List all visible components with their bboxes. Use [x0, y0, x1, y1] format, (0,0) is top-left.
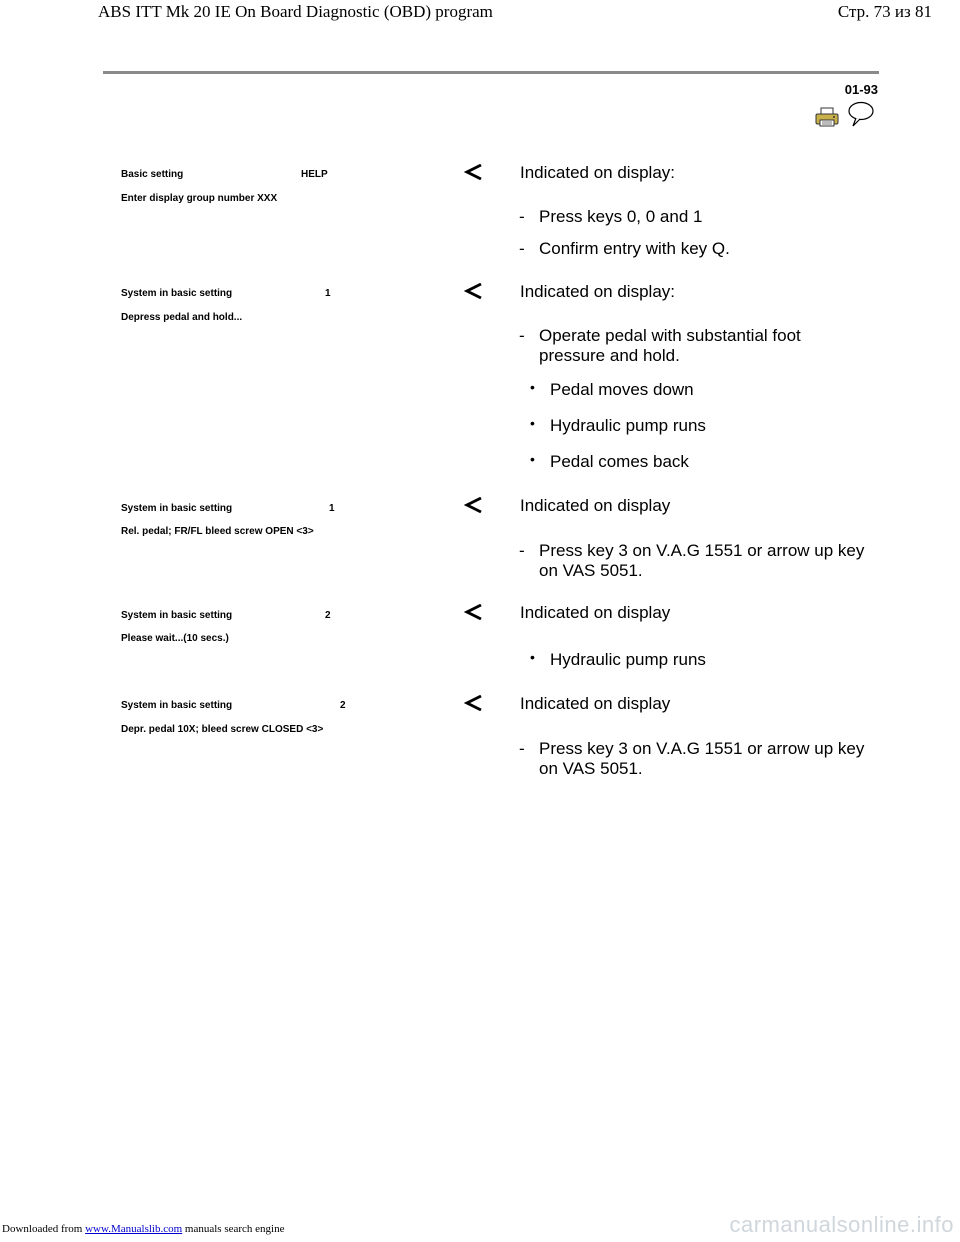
- display-line1-left: Basic setting: [121, 169, 184, 180]
- display-line2: Rel. pedal; FR/FL bleed screw OPEN <3>: [121, 526, 314, 537]
- bullet-item: • Hydraulic pump runs: [530, 649, 706, 669]
- display-line2: Please wait...(10 secs.): [121, 633, 229, 644]
- display-line1-right: HELP: [301, 169, 328, 180]
- bullet-item: • Pedal comes back: [530, 451, 689, 471]
- page-counter: Стр. 73 из 81: [837, 2, 932, 21]
- indicated-label: Indicated on display:: [520, 163, 675, 182]
- display-line2: Enter display group number XXX: [121, 193, 278, 204]
- printer-icon[interactable]: [815, 107, 839, 127]
- indicated-label: Indicated on display: [520, 694, 671, 713]
- display-line2: Depr. pedal 10X; bleed screw CLOSED <3>: [121, 724, 324, 735]
- display-line2: Depress pedal and hold...: [121, 312, 243, 323]
- document-title: ABS ITT Mk 20 IE On Board Diagnostic (OBD) program: [98, 2, 493, 21]
- page-number: 01-93: [844, 82, 878, 97]
- bullet-item: • Pedal moves down: [530, 379, 694, 399]
- display-line1-right: 2: [340, 700, 346, 711]
- header-divider: [103, 71, 879, 74]
- watermark: carmanualsonline.info: [729, 1212, 954, 1237]
- indicated-label: Indicated on display: [520, 496, 671, 515]
- step-item: - Press keys 0, 0 and 1: [519, 207, 703, 226]
- display-line1-left: System in basic setting: [121, 700, 233, 711]
- speech-bubble-icon[interactable]: [847, 100, 875, 128]
- manualslib-link[interactable]: www.Manualslib.com: [85, 1223, 183, 1235]
- display-line1-left: System in basic setting: [121, 288, 233, 299]
- step-item: - Press key 3 on V.A.G 1551 or arrow up key on VAS 5051.: [519, 739, 865, 778]
- display-line1-right: 2: [325, 610, 331, 621]
- arrow-left-icon: [464, 283, 484, 299]
- download-footer: [2, 1223, 284, 1235]
- display-line1-right: 1: [325, 288, 331, 299]
- step-item: - Confirm entry with key Q.: [519, 239, 730, 258]
- display-line1-left: System in basic setting: [121, 503, 233, 514]
- footer-prefix: Downloaded from: [2, 1223, 86, 1235]
- step-item: - Press key 3 on V.A.G 1551 or arrow up key on VAS 5051.: [519, 541, 865, 580]
- arrow-left-icon: [464, 604, 484, 620]
- arrow-left-icon: [464, 695, 484, 711]
- arrow-left-icon: [464, 164, 484, 180]
- bullet-item: • Hydraulic pump runs: [530, 415, 706, 435]
- arrow-left-icon: [464, 497, 484, 513]
- indicated-label: Indicated on display:: [520, 282, 675, 301]
- step-item: - Operate pedal with substantial foot pressure and hold.: [519, 326, 801, 365]
- display-line1-right: 1: [329, 503, 335, 514]
- indicated-label: Indicated on display: [520, 603, 671, 622]
- footer-suffix: manuals search engine: [182, 1223, 285, 1235]
- display-line1-left: System in basic setting: [121, 610, 233, 621]
